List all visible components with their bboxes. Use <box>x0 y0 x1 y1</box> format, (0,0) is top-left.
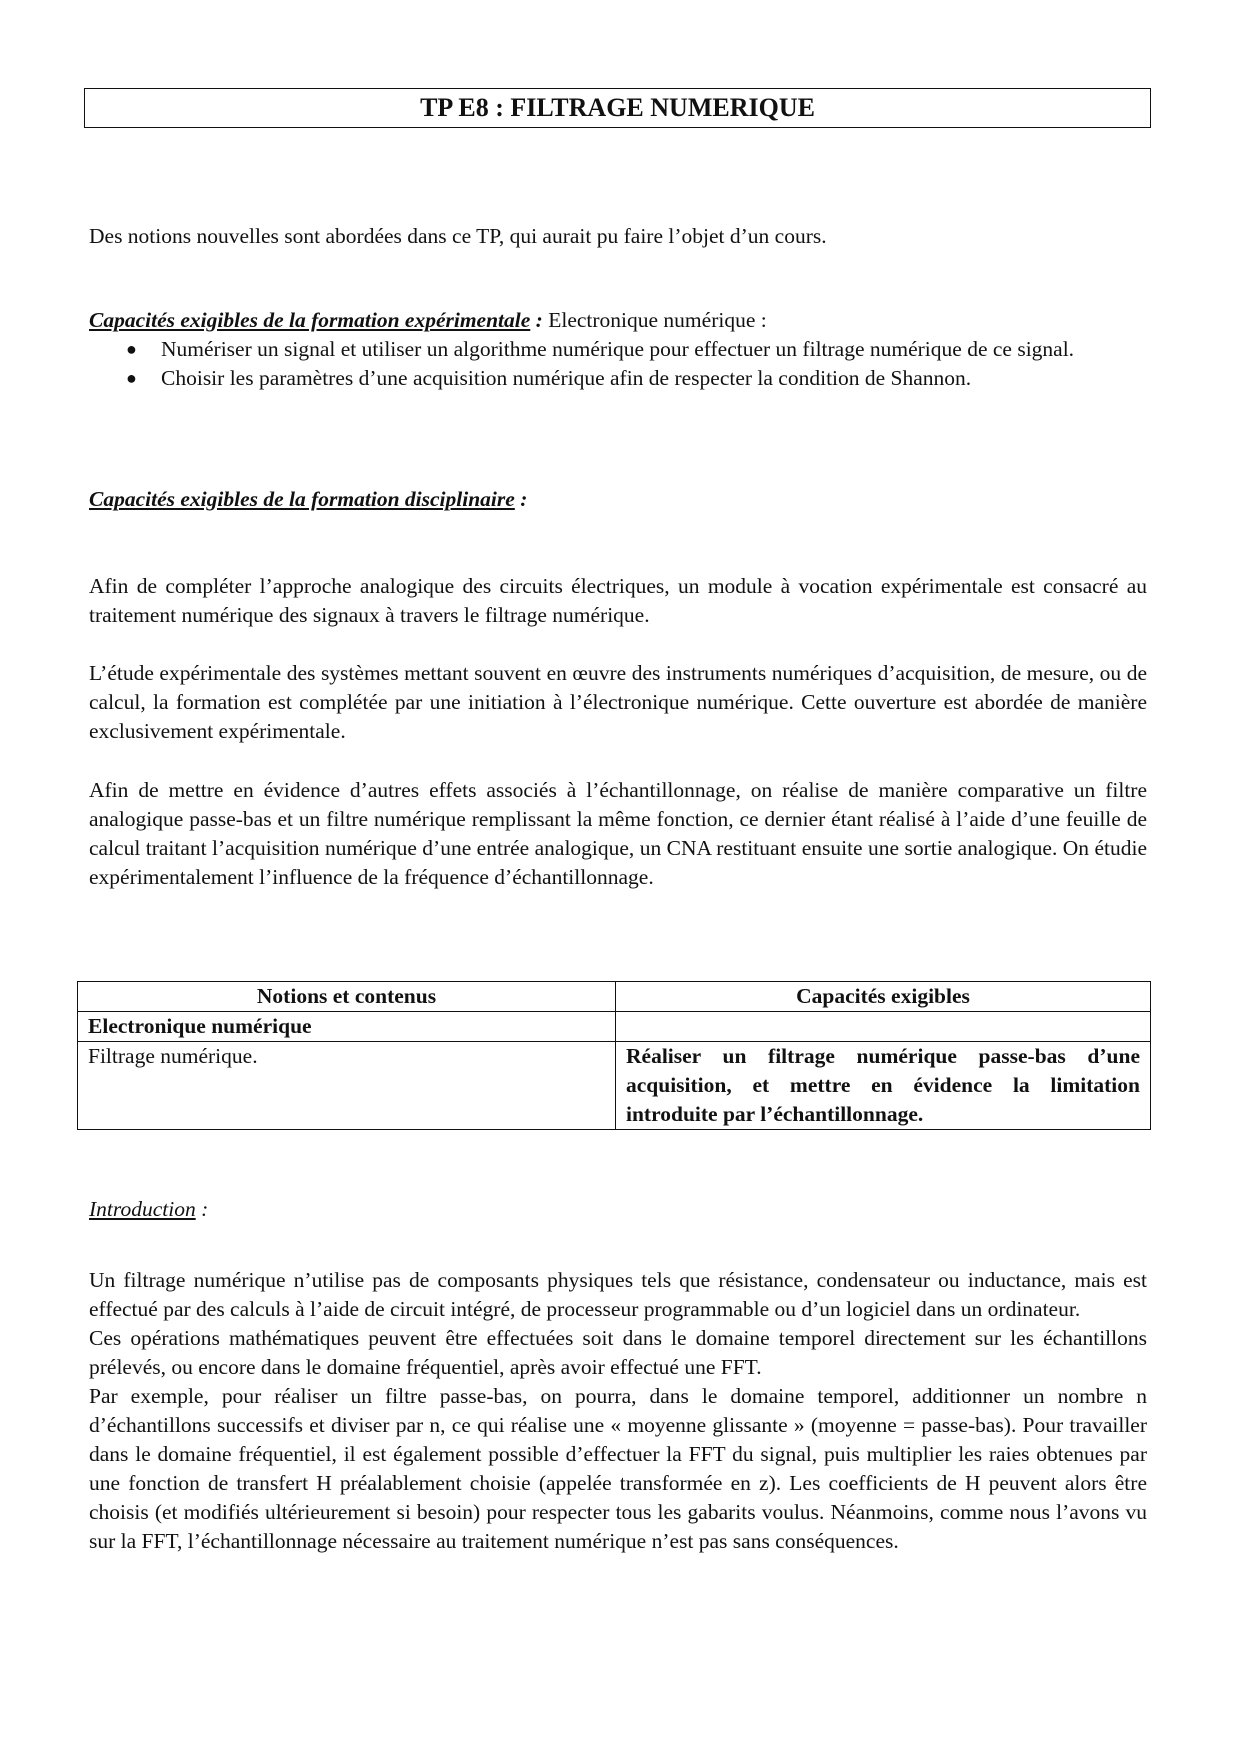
table-notion-cell: Filtrage numérique. <box>78 1042 616 1130</box>
table-header-row <box>78 982 1151 1012</box>
disciplinary-heading-colon: : <box>514 487 528 511</box>
introduction-heading-line <box>89 1195 1147 1224</box>
disciplinary-paragraph: L’étude expérimentale des systèmes mettant souvent en œuvre des instruments numériques d’acquisition, de mesure, ou de calcul, la formation est complétée par une initiation à l’électronique numérique. Cette ouverture est abordée de manière exclusivement expérimentale. <box>89 661 1147 743</box>
list-item <box>89 364 1147 393</box>
table-capacity-cell: Réaliser un filtrage numérique passe-bas d’une acquisition, et mettre en évidence la limitation introduite par l’échantillonnage. <box>616 1042 1151 1130</box>
list-item <box>89 335 1147 364</box>
disciplinary-heading-line <box>89 485 1147 514</box>
introduction-body <box>89 1266 1147 1556</box>
introduction-heading-colon: : <box>195 1197 209 1221</box>
disciplinary-paragraph: Afin de mettre en évidence d’autres effets associés à l’échantillonnage, on réalise de manière comparative un filtre analogique passe-bas et un filtre numérique remplissant la même fonction, ce dernier étant réalisé à l’aide d’une feuille de calcul traitant l’acquisition numérique d’une entrée analogique, un CNA restituant ensuite une sortie analogique. On étudie expérimentalement l’influence de la fréquence d’échantillonnage. <box>89 778 1147 889</box>
bullet-icon: ● <box>126 339 137 359</box>
experimental-heading-line <box>89 306 1147 335</box>
table-row <box>78 1012 1151 1042</box>
introduction-paragraph: Par exemple, pour réaliser un filtre passe-bas, on pourra, dans le domaine temporel, additionner un nombre n d’échantillons successifs et diviser par n, ce qui réalise une « moyenne glissante » (moyenne = passe-bas). Pour travailler dans le domaine fréquentiel, il est également possible d’effectuer la FFT du signal, puis multiplier les raies obtenues par une fonction de transfert H préalablement choisie (appelée transformée en z). Les coefficients de H peuvent alors être choisis (et modifiés ultérieurement si besoin) pour respecter tous les gabarits voulus. Néanmoins, comme nous l’avons vu sur la FFT, l’échantillonnage nécessaire au traitement numérique n’est pas sans conséquences. <box>89 1384 1147 1553</box>
table-row <box>78 1042 1151 1130</box>
bullet-text: Choisir les paramètres d’une acquisition numérique afin de respecter la condition de Shannon. <box>161 366 972 390</box>
table-header-capacites: Capacités exigibles <box>616 982 1151 1012</box>
capabilities-table <box>77 981 1151 1130</box>
experimental-heading-colon: : <box>530 308 543 332</box>
bullet-text: Numériser un signal et utiliser un algorithme numérique pour effectuer un filtrage numérique de ce signal. <box>161 337 1075 361</box>
intro-sentence: Des notions nouvelles sont abordées dans ce TP, qui aurait pu faire l’objet d’un cours. <box>89 224 827 248</box>
experimental-heading-tail: Electronique numérique : <box>542 308 767 332</box>
disciplinary-paragraph: Afin de compléter l’approche analogique des circuits électriques, un module à vocation expérimentale est consacré au traitement numérique des signaux à travers le filtrage numérique. <box>89 574 1147 627</box>
introduction-paragraph: Un filtrage numérique n’utilise pas de composants physiques tels que résistance, condensateur ou inductance, mais est effectué par des calculs à l’aide de circuit intégré, de processeur programmable ou d’un logiciel dans un ordinateur. <box>89 1268 1147 1321</box>
table-header-notions: Notions et contenus <box>78 982 616 1012</box>
bullet-icon: ● <box>126 368 137 388</box>
introduction-paragraph: Ces opérations mathématiques peuvent être effectuées soit dans le domaine temporel directement sur les échantillons prélevés, ou encore dans le domaine fréquentiel, après avoir effectué une FFT. <box>89 1326 1147 1379</box>
experimental-heading: Capacités exigibles de la formation expérimentale <box>89 308 531 332</box>
experimental-section <box>89 306 1147 393</box>
experimental-bullet-list <box>89 335 1147 393</box>
disciplinary-heading: Capacités exigibles de la formation disciplinaire <box>89 487 515 511</box>
document-title: TP E8 : FILTRAGE NUMERIQUE <box>84 88 1151 128</box>
introduction-heading: Introduction <box>89 1197 196 1221</box>
table-empty-cell <box>616 1012 1151 1042</box>
table-section-cell: Electronique numérique <box>78 1012 616 1042</box>
